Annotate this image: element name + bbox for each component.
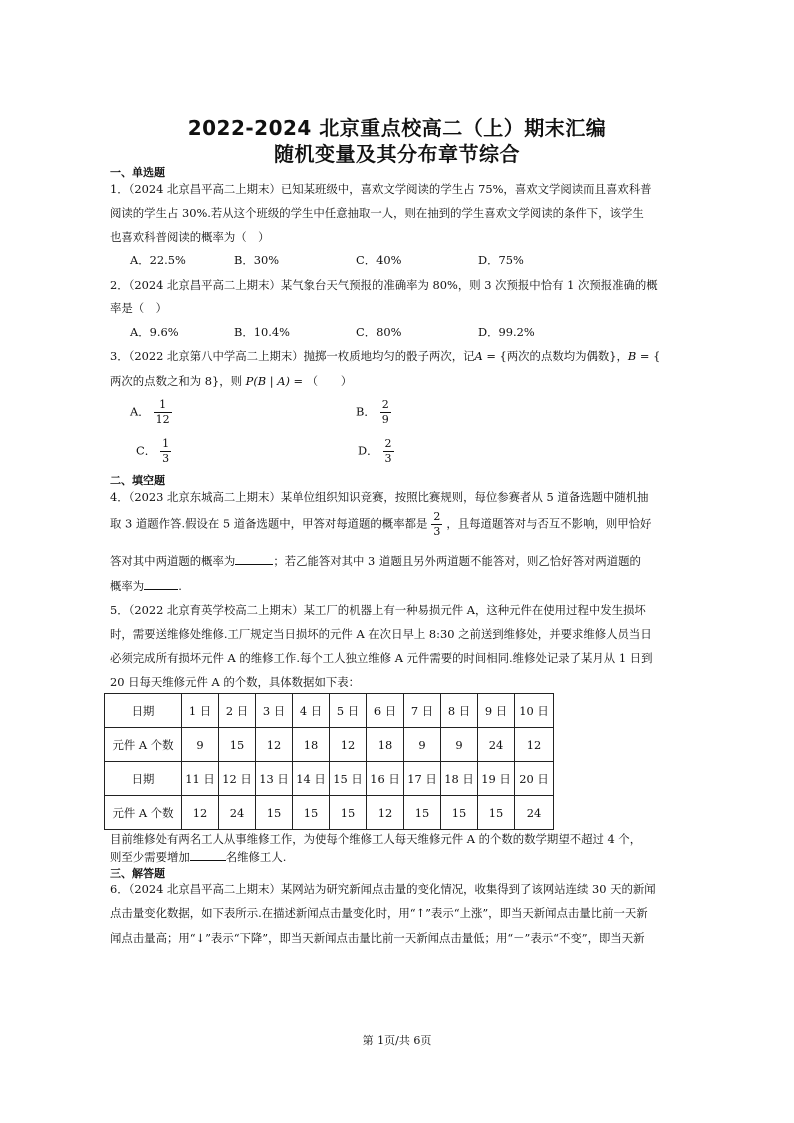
q3-option-b-den: 9 xyxy=(381,413,389,426)
q4-line-3-end: ；若乙能答对其中 3 道题且另外两道题不能答对，则乙恰好答对两道题的 xyxy=(273,554,641,568)
table-row xyxy=(105,762,554,796)
table-cell: 15 xyxy=(293,796,330,830)
q3-option-d-den: 3 xyxy=(384,452,392,465)
q1-line-2: 阅读的学生占 30%.若从这个班级的学生中任意抽取一人，则在抽到的学生喜欢文学阅读的条件下，该学生 xyxy=(110,206,644,220)
q5-line-2: 时，需要送维修处维修.工厂规定当日损坏的元件 A 在次日早上 8:30 之前送到维修处，并要求维修人员当日 xyxy=(110,627,652,641)
table-cell: 9 日 xyxy=(478,694,515,728)
q5-after-line-1: 目前维修处有两名工人从事维修工作，为使每个维修工人每天维修元件 A 的个数的数学期望不超过 4 个， xyxy=(110,832,642,846)
section-heading-single-choice: 一、单选题 xyxy=(110,166,165,179)
q5-answer-blank[interactable] xyxy=(190,848,226,861)
q3-option-b-fraction xyxy=(380,398,391,427)
table-cell: 15 xyxy=(330,796,367,830)
q6-line-1: 6．（2024 北京昌平高二上期末）某网站为研究新闻点击量的变化情况，收集得到了该网站连续 30 天的新闻 xyxy=(110,882,656,896)
repair-count-table xyxy=(104,693,554,830)
q3-option-b-label: B． xyxy=(356,404,376,419)
table-cell: 4 日 xyxy=(293,694,330,728)
q1-line-1: 1．（2024 北京昌平高二上期末）已知某班级中，喜欢文学阅读的学生占 75%，喜欢文学阅读而且喜欢科普 xyxy=(110,182,652,196)
table-cell: 18 xyxy=(293,728,330,762)
q2-line-1: 2．（2024 北京昌平高二上期末）某气象台天气预报的准确率为 80%，则 3 次预报中恰有 1 次预报准确的概 xyxy=(110,278,658,292)
table-cell: 15 日 xyxy=(330,762,367,796)
q3-option-b-num: 2 xyxy=(381,398,389,411)
table-cell: 13 日 xyxy=(256,762,293,796)
table-cell: 12 日 xyxy=(219,762,256,796)
table-cell: 12 xyxy=(256,728,293,762)
q4-line-3 xyxy=(110,552,700,569)
q5-after-text: 则至少需要增加 xyxy=(110,850,190,864)
section-heading-solutions: 三、解答题 xyxy=(110,867,165,880)
q4-line-2 xyxy=(110,510,700,539)
table-header-cell: 元件 A 个数 xyxy=(105,728,182,762)
table-cell: 15 xyxy=(256,796,293,830)
q1-option-c: C．40% xyxy=(356,253,402,267)
q3-option-c xyxy=(136,437,175,466)
table-cell: 15 xyxy=(478,796,515,830)
q3-set-a-def: = {两次的点数均为偶数}， xyxy=(482,349,628,363)
table-cell: 18 日 xyxy=(441,762,478,796)
q5-line-4: 20 日每天维修元件 A 的个数，具体数据如下表： xyxy=(110,675,361,689)
table-cell: 9 xyxy=(441,728,478,762)
q4-fraction xyxy=(431,510,442,539)
table-cell: 12 xyxy=(515,728,554,762)
table-cell: 5 日 xyxy=(330,694,367,728)
table-cell: 1 日 xyxy=(182,694,219,728)
table-cell: 12 xyxy=(330,728,367,762)
q3-set-b: B xyxy=(627,349,637,363)
table-cell: 2 日 xyxy=(219,694,256,728)
table-cell: 20 日 xyxy=(515,762,554,796)
q3-line-2-text: 两次的点数之和为 8}，则 xyxy=(110,374,246,388)
q3-option-d xyxy=(358,437,398,466)
table-header-cell: 日期 xyxy=(105,694,182,728)
q1-option-b: B．30% xyxy=(234,253,280,267)
table-header-cell: 元件 A 个数 xyxy=(105,796,182,830)
q5-line-1: 5．（2022 北京育英学校高二上期末）某工厂的机器上有一种易损元件 A，这种元件在使用过程中发生损坏 xyxy=(110,603,646,617)
q6-line-2: 点击量变化数据，如下表所示.在描述新闻点击量变化时，用“↑”表示“上涨”，即当天新闻点击量比前一天新 xyxy=(110,906,648,920)
table-cell: 6 日 xyxy=(367,694,404,728)
q4-line-2-end: ，且每道题答对与否互不影响，则甲恰好 xyxy=(446,516,652,531)
q4-line-3-text: 答对其中两道题的概率为 xyxy=(110,554,236,568)
q5-after-end: 名维修工人. xyxy=(225,850,287,864)
q3-option-a-num: 1 xyxy=(154,398,172,413)
q1-line-3: 也喜欢科普阅读的概率为（ ） xyxy=(110,230,270,244)
table-cell: 15 xyxy=(404,796,441,830)
table-cell: 24 xyxy=(219,796,256,830)
q3-line-1-text: 3．（2022 北京第八中学高二上期末）抛掷一枚质地均匀的骰子两次，记 xyxy=(110,349,475,363)
table-cell: 24 xyxy=(515,796,554,830)
q3-option-c-num: 1 xyxy=(162,437,170,450)
q4-line-4 xyxy=(110,577,700,594)
q3-line-1 xyxy=(110,348,700,364)
table-cell: 17 日 xyxy=(404,762,441,796)
q1-option-a: A．22.5% xyxy=(130,253,186,267)
q4-fraction-den: 3 xyxy=(433,525,441,538)
table-cell: 14 日 xyxy=(293,762,330,796)
q3-prob-expr: P(B | A) xyxy=(245,374,290,388)
q4-fraction-num: 2 xyxy=(433,510,441,523)
q5-line-3: 必须完成所有损坏元件 A 的维修工作.每个工人独立维修 A 元件需要的时间相同.维修处记录了某月从 1 日到 xyxy=(110,651,653,665)
q3-set-a: A xyxy=(474,349,483,363)
q3-line-2 xyxy=(110,373,700,389)
q3-option-c-fraction xyxy=(160,437,171,466)
table-header-cell: 日期 xyxy=(105,762,182,796)
page-number-footer: 第 1页/共 6页 xyxy=(362,1034,432,1047)
q3-option-a-label: A． xyxy=(130,404,150,419)
q4-answer-blank-2[interactable] xyxy=(144,577,178,590)
q2-option-d: D．99.2% xyxy=(478,325,535,339)
q3-option-a xyxy=(130,398,176,427)
q3-set-b-open: = { xyxy=(636,349,661,363)
q3-option-d-num: 2 xyxy=(384,437,392,450)
table-cell: 15 xyxy=(219,728,256,762)
table-cell: 11 日 xyxy=(182,762,219,796)
q3-option-c-den: 3 xyxy=(162,452,170,465)
table-cell: 16 日 xyxy=(367,762,404,796)
q4-line-4-text: 概率为 xyxy=(110,579,145,593)
q3-option-d-label: D． xyxy=(358,443,379,458)
table-cell: 7 日 xyxy=(404,694,441,728)
q3-option-a-fraction xyxy=(154,398,172,427)
q2-option-c: C．80% xyxy=(356,325,402,339)
table-cell: 12 xyxy=(367,796,404,830)
table-cell: 24 xyxy=(478,728,515,762)
table-cell: 9 xyxy=(182,728,219,762)
table-row xyxy=(105,728,554,762)
q3-line-2-end: = （ ） xyxy=(289,374,353,388)
q1-option-d: D．75% xyxy=(478,253,524,267)
q4-line-1: 4．（2023 北京东城高二上期末）某单位组织知识竞赛，按照比赛规则，每位参赛者从 5 道备选题中随机抽 xyxy=(110,490,649,504)
q5-after-line-2 xyxy=(110,848,700,865)
table-row xyxy=(105,796,554,830)
q4-line-2-text: 取 3 道题作答.假设在 5 道备选题中，甲答对每道题的概率都是 xyxy=(110,516,428,531)
q3-option-c-label: C． xyxy=(136,443,157,458)
table-cell: 8 日 xyxy=(441,694,478,728)
document-subtitle: 随机变量及其分布章节综合 xyxy=(274,142,520,166)
table-cell: 19 日 xyxy=(478,762,515,796)
table-cell: 18 xyxy=(367,728,404,762)
q2-line-2: 率是（ ） xyxy=(110,301,167,315)
q3-option-b xyxy=(356,398,395,427)
document-title: 2022-2024 北京重点校高二（上）期末汇编 xyxy=(187,116,607,140)
table-cell: 12 xyxy=(182,796,219,830)
q2-option-b: B．10.4% xyxy=(234,325,290,339)
q2-option-a: A．9.6% xyxy=(130,325,179,339)
q3-option-d-fraction xyxy=(383,437,394,466)
section-heading-fill-blank: 二、填空题 xyxy=(110,474,165,487)
table-cell: 10 日 xyxy=(515,694,554,728)
table-cell: 3 日 xyxy=(256,694,293,728)
table-cell: 15 xyxy=(441,796,478,830)
q6-line-3: 闻点击量高；用“↓”表示“下降”，即当天新闻点击量比前一天新闻点击量低；用“－”表示“不变”，即当天新 xyxy=(110,931,645,945)
table-row xyxy=(105,694,554,728)
q4-line-4-end: . xyxy=(178,579,182,593)
q4-answer-blank-1[interactable] xyxy=(235,552,273,565)
table-cell: 9 xyxy=(404,728,441,762)
q3-option-a-den: 12 xyxy=(155,413,170,426)
